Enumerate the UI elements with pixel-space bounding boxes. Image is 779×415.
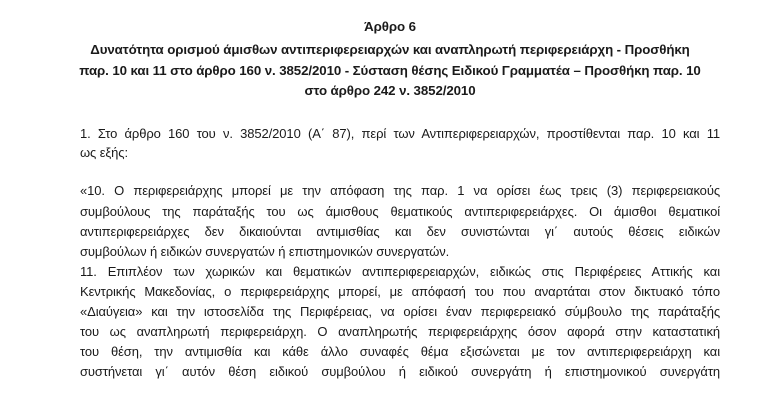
paragraph-line: συστήνεται γι΄ αυτόν θέση ειδικού συμβούλου ή ειδικού συνεργάτη ή επιστημονικού συνεργάτη (80, 364, 720, 379)
paragraph-line: «Διαύγεια» και την ιστοσελίδα της Περιφέρειας, να ορίσει έναν περιφερειακό σύμβουλο της παράταξής (80, 304, 720, 319)
paragraph-line: Κεντρικής Μακεδονίας, ο περιφερειάρχης μπορεί, με απόφασή του που αναρτάται στον δικτυακό τόπο (80, 284, 720, 299)
paragraph-line: 1. Στο άρθρο 160 του ν. 3852/2010 (Α΄ 87), περί των Αντιπεριφερειαρχών, προστίθενται παρ. 10 και 11 (80, 126, 720, 141)
paragraph-line: συμβούλους της παράταξής του ως άμισθους θεματικούς αντιπεριφερειάρχες. Οι άμισθοι θεματικοί (80, 204, 720, 219)
article-title-line: παρ. 10 και 11 στο άρθρο 160 ν. 3852/2010 - Σύσταση θέσης Ειδικού Γραμματέα – Προσθήκη παρ. 10 (79, 63, 701, 78)
paragraph-line: του θέση, την αντιμισθία και κάθε άλλο συναφές θέμα εξισώνεται με τον αντιπεριφερειάρχη και (80, 344, 720, 359)
paragraph-line: «10. Ο περιφερειάρχης μπορεί με την απόφαση της παρ. 1 να ορίσει έως τρεις (3) περιφερειακούς (80, 183, 720, 198)
article-title-line: Δυνατότητα ορισμού άμισθων αντιπεριφερειαρχών και αναπληρωτή περιφερειάρχη - Προσθήκη (90, 42, 690, 57)
article-number: Άρθρο 6 (364, 19, 416, 34)
paragraph-line: ως εξής: (80, 145, 128, 160)
paragraph-line: αντιπεριφερειάρχες δεν δικαιούνται αντιμισθίας και δεν συνιστώνται γι΄ αυτούς θέσεις ειδικών (80, 224, 720, 239)
paragraph-line: συμβούλων ή ειδικών συνεργατών ή επιστημονικών συνεργατών. (80, 244, 450, 259)
paragraph-line: του ως αναπληρωτή περιφερειάρχη. Ο αναπληρωτής περιφερειάρχης όσον αφορά στην καταστατική (80, 324, 720, 339)
article-title-line: στο άρθρο 242 ν. 3852/2010 (304, 83, 476, 98)
paragraph-line: 11. Επιπλέον των χωρικών και θεματικών αντιπεριφερειαρχών, ειδικώς στις Περιφέρειες Αττικής και (80, 264, 720, 279)
